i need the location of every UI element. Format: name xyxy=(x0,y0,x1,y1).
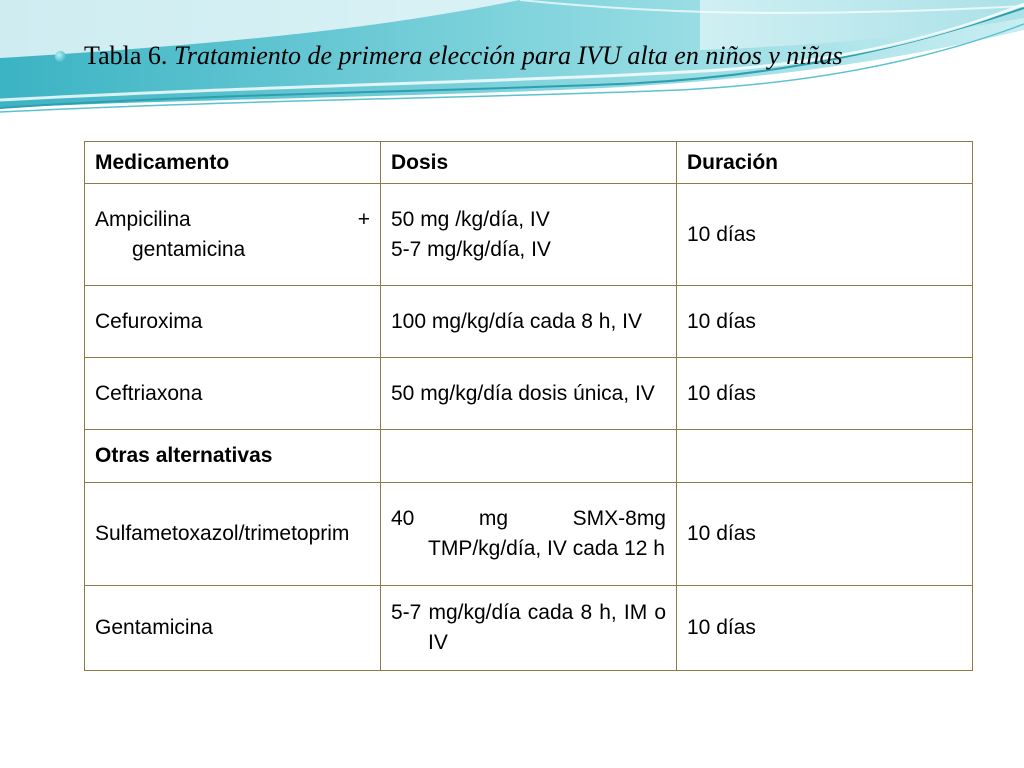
header-medicamento: Medicamento xyxy=(85,142,381,184)
dose-cell xyxy=(381,184,677,286)
medication-cell: Cefuroxima xyxy=(85,286,381,358)
header-dosis: Dosis xyxy=(381,142,677,184)
duration-cell: 10 días xyxy=(677,483,973,586)
dose-cell: 100 mg/kg/día cada 8 h, IV xyxy=(381,286,677,358)
dose-cell: 40 mg SMX-8mg TMP/kg/día, IV cada 12 h xyxy=(381,483,677,586)
dose-line2: 5-7 mg/kg/día, IV xyxy=(391,237,551,261)
duration-cell: 10 días xyxy=(677,286,973,358)
title-prefix: Tabla 6. xyxy=(84,41,168,70)
medication-cell: Ceftriaxona xyxy=(85,358,381,430)
duration-cell: 10 días xyxy=(677,586,973,671)
table-row xyxy=(85,358,973,430)
table-row xyxy=(85,586,973,671)
dose-line1: 50 mg /kg/día, IV xyxy=(391,207,550,231)
table-row xyxy=(85,184,973,286)
dose-cell: 50 mg/kg/día dosis única, IV xyxy=(381,358,677,430)
bullet-icon xyxy=(55,51,66,62)
slide-title xyxy=(52,38,1012,74)
table-header-row xyxy=(85,142,973,184)
table-row xyxy=(85,430,973,483)
dose-cell: 5-7 mg/kg/día cada 8 h, IM o IV xyxy=(381,586,677,671)
duration-cell xyxy=(677,430,973,483)
medication-cell: Otras alternativas xyxy=(85,430,381,483)
medication-cell: Gentamicina xyxy=(85,586,381,671)
duration-cell: 10 días xyxy=(677,184,973,286)
medication-part1: Ampicilina xyxy=(95,207,191,231)
dose-cell xyxy=(381,430,677,483)
medication-plus: + xyxy=(357,207,370,231)
table-row xyxy=(85,286,973,358)
duration-cell: 10 días xyxy=(677,358,973,430)
treatment-table xyxy=(84,141,973,671)
title-text: Tratamiento de primera elección para IVU alta en niños y niñas xyxy=(173,41,843,70)
table-row xyxy=(85,483,973,586)
medication-cell xyxy=(85,184,381,286)
medication-cell: Sulfametoxazol/trimetoprim xyxy=(85,483,381,586)
header-duracion: Duración xyxy=(677,142,973,184)
medication-part2: gentamicina xyxy=(132,237,246,261)
